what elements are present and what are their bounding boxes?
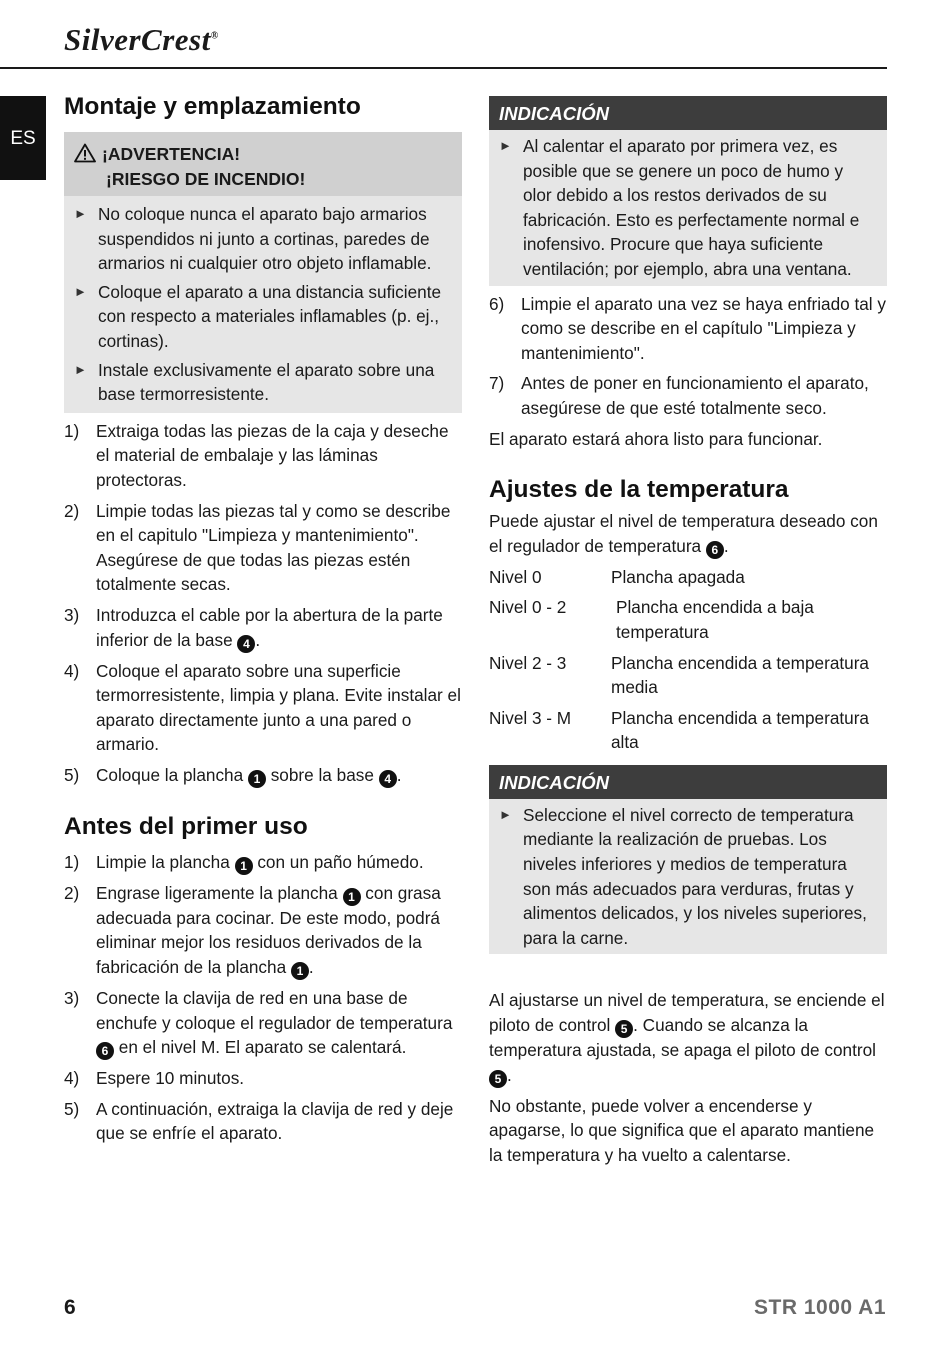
level-row: Nivel 3 - M Plancha encendida a temperatura alta [489, 707, 869, 753]
section-title-temperature: Ajustes de la temperatura [489, 476, 789, 504]
note-header: INDICACIÓN [489, 96, 887, 130]
part-number-badge: 1 [235, 857, 253, 875]
warning-item: ► Instale exclusivamente el aparato sobre una base termorresistente. [64, 356, 462, 409]
part-number-badge: 6 [706, 541, 724, 559]
part-number-badge: 4 [379, 770, 397, 788]
warning-box [64, 132, 462, 413]
level-row: Nivel 2 - 3 Plancha encendida a temperatura media [489, 652, 869, 698]
step-item: 4) Coloque el aparato sobre una superficie termorresistente, limpia y plana. Evite instalar el aparato directamente junto a una pared o armario. [64, 660, 461, 755]
step-item: 4) Espere 10 minutos. [64, 1068, 245, 1089]
arrow-bullet-icon: ► [499, 138, 512, 153]
warning-triangle-icon [74, 143, 96, 163]
left-column [64, 90, 462, 1146]
language-tab: ES [0, 96, 46, 180]
page-number: 6 [64, 1296, 76, 1319]
level-row: Nivel 0 - 2 Plancha encendida a baja temperatura [489, 597, 814, 642]
brand-logo: SilverCrest® [64, 22, 219, 57]
step-item: 1) Limpie la plancha 1 con un paño húmedo. [64, 851, 424, 873]
note-box [489, 765, 887, 955]
section-title-first-use: Antes del primer uso [64, 812, 308, 840]
part-number-badge: 1 [343, 888, 361, 906]
part-number-badge: 1 [291, 962, 309, 980]
warning-item: ► Coloque el aparato a una distancia suficiente con respecto a materiales inflamables (p. ej., cortinas). [64, 278, 462, 356]
model-number: STR 1000 A1 [754, 1296, 886, 1319]
header-divider [0, 67, 887, 69]
step-item: 1) Extraiga todas las piezas de la caja y deseche el material de embalaje y las láminas protectoras. [64, 420, 449, 490]
part-number-badge: 6 [96, 1042, 114, 1060]
step-item: 2) Limpie todas las piezas tal y como se describe en el capitulo "Limpieza y mantenimiento". Asegúrese de que todas las piezas estén totalmente secas. [64, 500, 451, 595]
step-item: 5) A continuación, extraiga la clavija de red y deje que se enfríe el aparato. [64, 1098, 454, 1144]
step-item: 7) Antes de poner en funcionamiento el aparato, asegúrese de que esté totalmente seco. [489, 373, 869, 418]
pilot-light-text: Al ajustarse un nivel de temperatura, se enciende el piloto de control 5 . Cuando se alcanza la temperatura ajustada, se apaga el piloto de control 5 . [489, 990, 885, 1086]
arrow-bullet-icon: ► [74, 283, 87, 299]
step-item: 5) Coloque la plancha 1 sobre la base 4 . [64, 764, 402, 786]
step-item: 3) Introduzca el cable por la abertura de la parte inferior de la base 4 . [64, 604, 443, 651]
section-title-mounting: Montaje y emplazamiento [64, 93, 361, 120]
first-use-steps [64, 850, 462, 1146]
step-item: 2) Engrase ligeramente la plancha 1 con grasa adecuada para cocinar. De este modo, podrá eliminar mejor los residuos derivados de la fabricación de la plancha 1 . [64, 882, 441, 979]
note-item: ► Seleccione el nivel correcto de temperatura mediante la realización de pruebas. Los niveles inferiores y medios de temperatura son más adecuados para verduras, frutas y alimentos delicados, y los niveles superiores, para la carne. [489, 799, 887, 955]
temperature-levels [489, 565, 887, 755]
note-item: ► Al calentar el aparato por primera vez, es posible que se genere un poco de humo y olor debido a los restos derivados de su fabricación. Esto es perfectamente normal e inofensivo. Procure que haya suficiente ventilación; por ejemplo, abra una ventana. [489, 130, 887, 286]
arrow-bullet-icon: ► [74, 206, 87, 221]
warning-item: ► No coloque nunca el aparato bajo armarios suspendidos ni junto a cortinas, paredes de armarios ni cualquier otro objeto inflamable. [64, 200, 462, 278]
warning-header: ¡ADVERTENCIA! ¡RIESGO DE INCENDIO! [64, 132, 462, 196]
level-row: Nivel 0 Plancha apagada [489, 566, 745, 587]
note-header: INDICACIÓN [489, 765, 887, 799]
note-box [489, 96, 887, 286]
reheat-text: No obstante, puede volver a encenderse y apagarse, lo que significa que el aparato mantiene la temperatura y ha vuelto a calentarse. [489, 1095, 875, 1165]
part-number-badge: 5 [615, 1020, 633, 1038]
ready-text: El aparato estará ahora listo para funcionar. [489, 428, 823, 449]
arrow-bullet-icon: ► [499, 806, 512, 822]
part-number-badge: 5 [489, 1070, 507, 1088]
part-number-badge: 1 [248, 770, 266, 788]
mounting-steps [64, 419, 462, 788]
arrow-bullet-icon: ► [74, 361, 87, 377]
right-column [489, 96, 887, 1167]
step-item: 6) Limpie el aparato una vez se haya enfriado tal y como se describe en el capítulo "Limpieza y mantenimiento". [489, 293, 886, 363]
step-item: 3) Conecte la clavija de red en una base de enchufe y coloque el regulador de temperatura 6 en el nivel M. El aparato se calentará. [64, 988, 453, 1059]
part-number-badge: 4 [237, 635, 255, 653]
temperature-intro: Puede ajustar el nivel de temperatura deseado con el regulador de temperatura 6 . [489, 511, 878, 557]
